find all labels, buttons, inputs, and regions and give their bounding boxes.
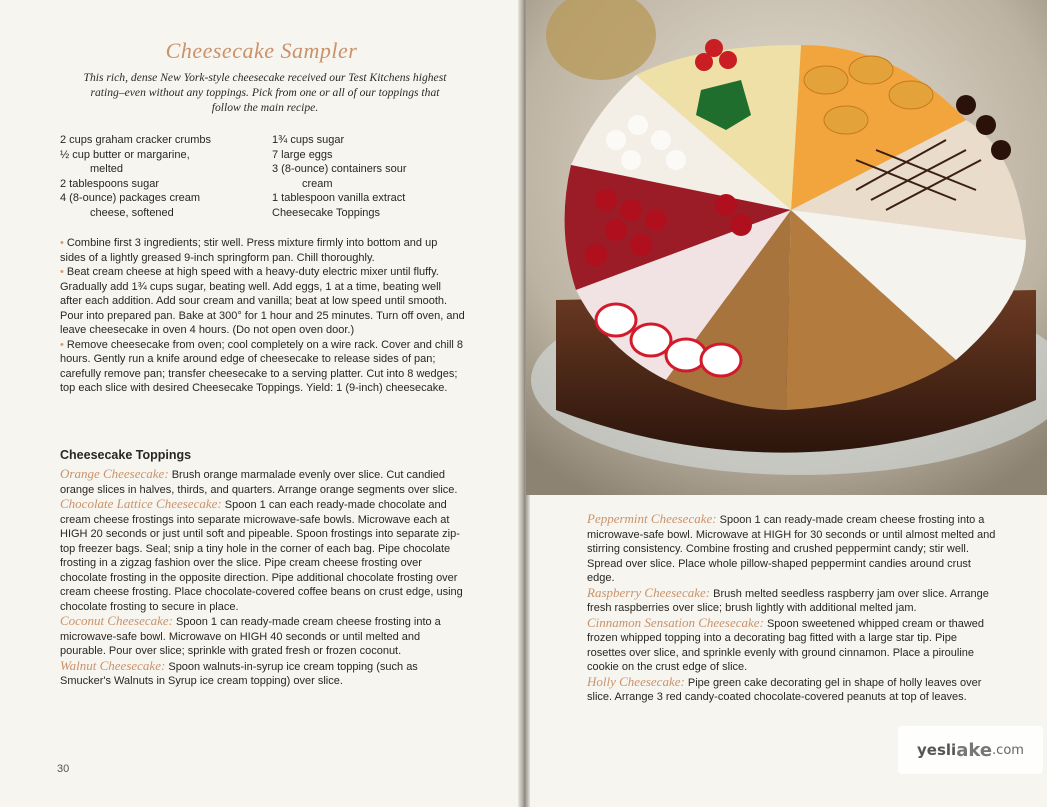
recipe-step-text: Combine first 3 ingredients; stir well. Press mixture firmly into bottom and up sides of a lightly greased 9-inch springform pan. Chill thoroughly. — [60, 237, 438, 264]
recipe-step-text: Remove cheesecake from oven; cool completely on a wire rack. Cover and chill 8 hours. Gently run a knife around edge of cheesecake to release sides of pan; carefully remove pan; transfer cheesecake to a serving platter. Cut into 8 wedges; top each slice with desired Cheesecake Toppings. Yield: 1 (9-inch) cheesecake. — [60, 338, 464, 394]
bullet-icon: • — [60, 338, 64, 351]
topping-item — [587, 675, 997, 705]
ingredient-line: cream — [302, 177, 333, 190]
cheesecake-illustration — [526, 0, 1047, 495]
topping-name: Cinnamon Sensation Cheesecake: — [587, 614, 764, 630]
topping-item — [60, 659, 465, 689]
ingredient-line: cheese, softened — [90, 206, 174, 219]
left-page — [0, 0, 523, 807]
topping-text: Spoon sweetened whipped cream or thawed frozen whipped topping into a decorating bag fitted with a large star tip. Pipe rosettes over slice, and sprinkle evenly with ground cinnamon. Place a pirouline cookie on the crust edge of slice. — [587, 617, 985, 673]
ingredient-line: 2 tablespoons sugar — [60, 177, 160, 190]
watermark-text: yesli — [917, 741, 957, 759]
ingredient-line: 4 (8-ounce) packages cream — [60, 192, 201, 204]
toppings-list-left — [60, 467, 465, 689]
topping-item — [60, 467, 465, 497]
coffee-bean — [976, 115, 996, 135]
topping-name: Holly Cheesecake: — [587, 673, 685, 689]
topping-text: Pipe green cake decorating gel in shape of holly leaves over slice. Arrange 3 red candy-coated chocolate-covered peanuts at top of leaves. — [587, 676, 982, 703]
ingredient-line: Cheesecake Toppings — [272, 206, 381, 219]
topping-name: Peppermint Cheesecake: — [587, 511, 717, 526]
recipe-step — [60, 265, 465, 338]
ingredient-line: 3 (8-ounce) containers sour — [272, 163, 407, 175]
recipe-step — [60, 338, 465, 396]
cheesecake-photo — [526, 0, 1047, 495]
ingredient-line: 1 tablespoon vanilla extract — [272, 192, 406, 204]
topping-name: Raspberry Cheesecake: — [587, 584, 711, 600]
ingredient-line: 1¾ cups sugar — [272, 134, 345, 146]
watermark-logo — [898, 726, 1043, 774]
coffee-bean — [956, 95, 976, 115]
topping-name: Chocolate Lattice Cheesecake: — [60, 496, 222, 511]
toppings-heading: Cheesecake Toppings — [60, 448, 192, 462]
ingredient-line: 2 cups graham cracker crumbs — [60, 134, 211, 146]
topping-item — [60, 497, 465, 614]
recipe-step — [60, 236, 465, 265]
topping-name: Walnut Cheesecake: — [60, 657, 166, 673]
holly-berry — [695, 53, 713, 71]
ingredient-line: melted — [90, 163, 124, 175]
watermark-text: .com — [992, 742, 1024, 758]
holly-berry — [719, 51, 737, 69]
recipe-steps — [60, 236, 465, 396]
topping-text: Spoon 1 can each ready-made chocolate and cream cheese frostings into separate microwave-safe bowls. Microwave each at HIGH 20 seconds or just until soft and pipeable. Spoon frostings into separate zip-top freezer bags. Seal; snip a tiny hole in the corner of each bag. Pipe chocolate frosting in a zigzag fashion over the slice. Pipe cream cheese frosting over chocolate frosting in the opposite direction. Pipe additional chocolate frosting over cream cheese frosting. Place chocolate-covered coffee beans on crust edge, using chocolate frosting to secure in place. — [60, 499, 463, 613]
topping-item — [587, 616, 997, 675]
topping-text: Brush melted seedless raspberry jam over slice. Arrange fresh raspberries over slice; brush lightly with additional melted jam. — [587, 587, 989, 614]
topping-name: Coconut Cheesecake: — [60, 613, 173, 628]
ingredient-line: ½ cup butter or margarine, — [60, 148, 190, 161]
recipe-title: Cheesecake Sampler — [165, 38, 358, 63]
ingredient-line: 7 large eggs — [272, 148, 333, 161]
bullet-icon: • — [60, 266, 64, 278]
watermark-text: ake — [956, 739, 993, 761]
topping-text: Spoon 1 can ready-made cream cheese frosting into a microwave-safe bowl. Microwave at HIGH for 30 seconds or until almost melted and stirring consistency. Combine frosting and crushed peppermint candy; stir well. Spread over slice. Place whole pillow-shaped peppermint candies around crust edge. — [587, 514, 996, 584]
topping-text: Brush orange marmalade evenly over slice. Cut candied orange slices in halves, thirds, and quarters. Arrange orange segments over slice. — [60, 469, 458, 496]
bullet-icon: • — [60, 237, 64, 249]
coffee-bean — [991, 140, 1011, 160]
recipe-step-text: Beat cream cheese at high speed with a heavy-duty electric mixer until fluffy. Gradually add 1¾ cups sugar, beating well. Add eggs, 1 at a time, beating well after each addition. Add sour cream and vanilla; beat at low speed until smooth. Pour into prepared pan. Bake at 300° for 1 hour and 25 minutes. Turn off oven, and leave cheesecake in oven 4 hours. (Do not open oven door.) — [60, 266, 465, 336]
ingredients-column-left — [60, 133, 270, 220]
topping-item — [587, 586, 997, 616]
topping-name: Orange Cheesecake: — [60, 466, 169, 481]
topping-text: Spoon 1 can ready-made cream cheese frosting into a microwave-safe bowl. Microwave on HIGH 40 seconds or until melted and pourable. Pour over slice; sprinkle with grated fresh or frozen coconut. — [60, 616, 441, 657]
recipe-intro: This rich, dense New York-style cheesecake received our Test Kitchens highest rating–even without any toppings. Pick from one or all of our toppings that follow the main recipe. — [83, 71, 447, 114]
page-number: 30 — [57, 763, 70, 775]
topping-item — [587, 512, 997, 586]
ingredients-column-right — [272, 133, 472, 220]
topping-text: Spoon walnuts-in-syrup ice cream topping (such as Smucker's Walnuts in Syrup ice cream topping) over slice. — [60, 660, 418, 687]
toppings-list-right — [587, 512, 997, 705]
topping-item — [60, 614, 465, 659]
